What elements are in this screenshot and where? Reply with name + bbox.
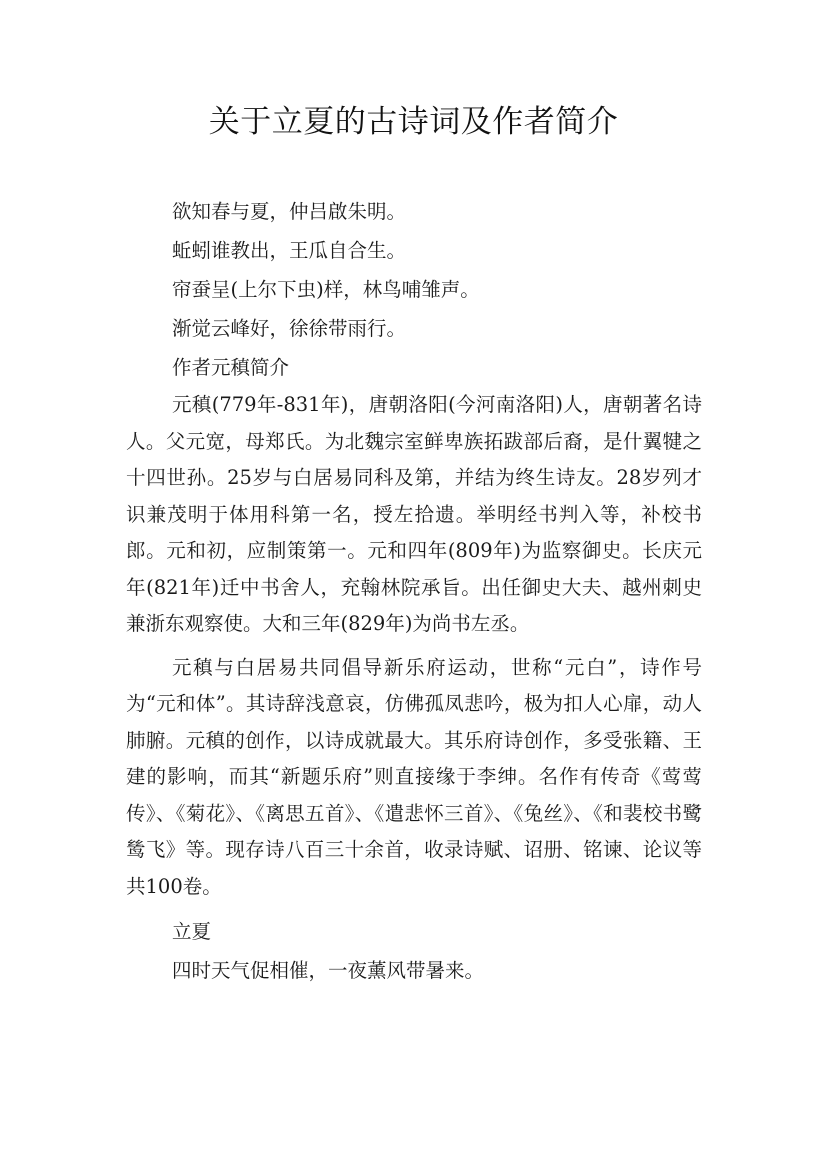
poem-line: 帘蚕呈(上尔下虫)样，林鸟哺雏声。 — [172, 278, 480, 301]
poem-line: 四时天气促相催，一夜薰风带暑来。 — [172, 959, 485, 982]
poem-line: 欲知春与夏，仲吕啟朱明。 — [172, 200, 407, 223]
author-heading: 作者元稹简介 — [172, 356, 290, 379]
poem-line: 渐觉云峰好，徐徐带雨行。 — [172, 317, 407, 340]
bio-paragraph: 元稹(779年-831年)，唐朝洛阳(今河南洛阳)人，唐朝著名诗人。父元宽，母郑氏。为北魏宗室鲜卑族拓跋部后裔，是什翼犍之十四世孙。25岁与白居易同科及第，并结为终生诗友。28岁列才识兼茂明于体用科第一名，授左拾遗。举明经书判入等，补校书郎。元和初，应制策第一。元和四年(809年)为监察御史。长庆元年(821年)迁中书舍人，充翰林院承旨。出任御史大夫、越州刺史兼浙东观察使。大和三年(829年)为尚书左丞。 — [126, 393, 702, 635]
document-body — [126, 192, 702, 990]
poem-line: 蚯蚓谁教出，王瓜自合生。 — [172, 239, 407, 262]
page-title: 关于立夏的古诗词及作者简介 — [208, 104, 619, 140]
poem-title: 立夏 — [172, 920, 212, 943]
bio-paragraph: 元稹与白居易共同倡导新乐府运动，世称“元白”，诗作号为“元和体”。其诗辞浅意哀，仿佛孤凤悲吟，极为扣人心扉，动人肺腑。元稹的创作，以诗成就最大。其乐府诗创作，多受张籍、王建的影响，而其“新题乐府”则直接缘于李绅。名作有传奇《莺莺传》、《菊花》、《离思五首》、《遣悲怀三首》、《兔丝》、《和裴校书鹭鸶飞》等。现存诗八百三十余首，收录诗赋、诏册、铭谏、论议等共100卷。 — [126, 655, 702, 898]
